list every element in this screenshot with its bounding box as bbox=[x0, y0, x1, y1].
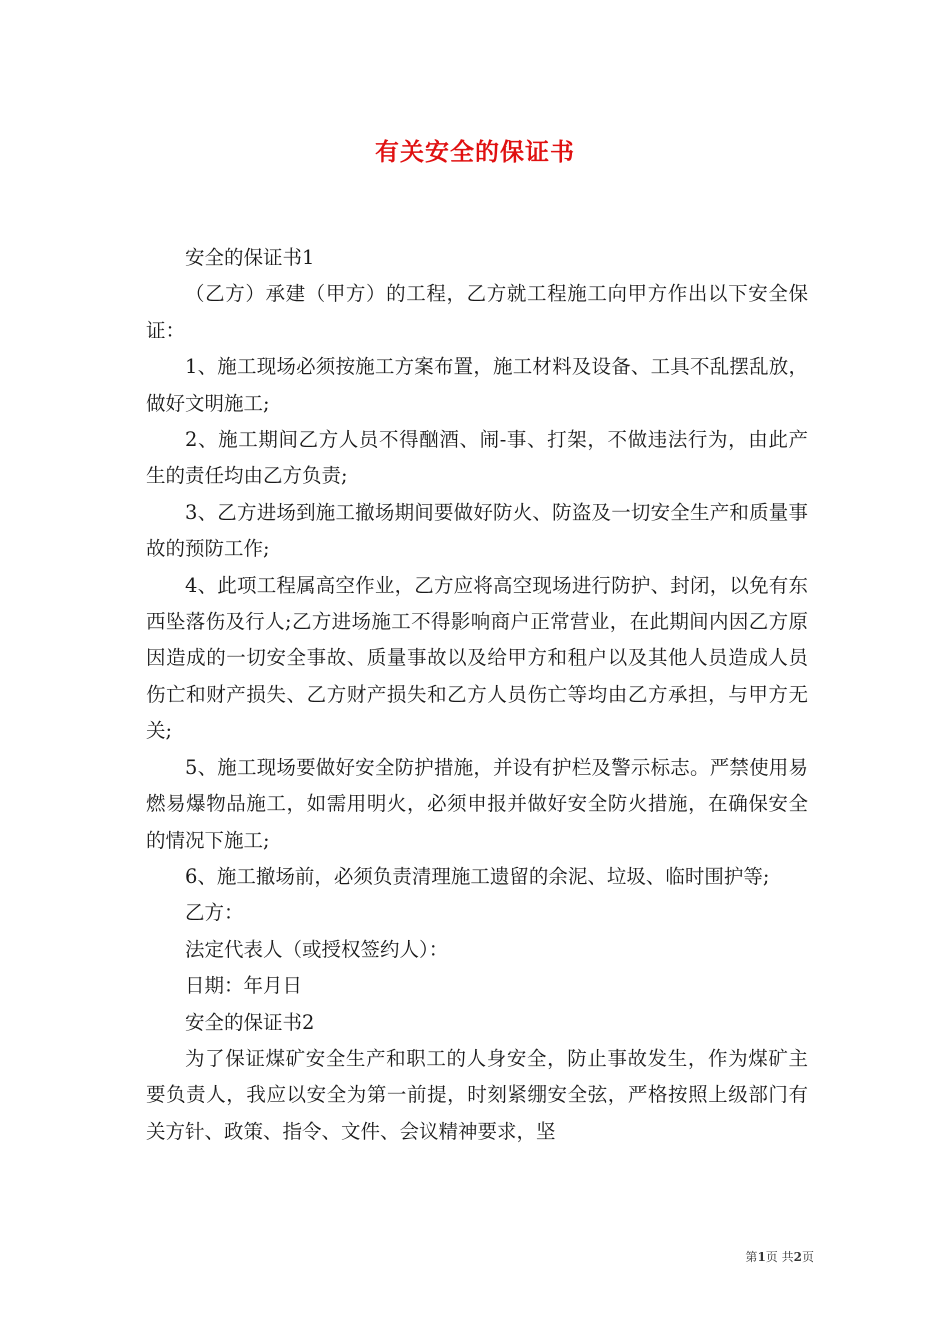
paragraph-clause-2: 2、施工期间乙方人员不得酗酒、闹-事、打架，不做违法行为，由此产生的责任均由乙方负责; bbox=[146, 428, 808, 488]
footer-middle: 页 共 bbox=[765, 1250, 794, 1264]
signature-legal-rep: 法定代表人（或授权签约人）： bbox=[185, 937, 449, 961]
paragraph-clause-5: 5、施工现场要做好安全防护措施，并设有护栏及警示标志。严禁使用易燃易爆物品施工，如需用明火，必须申报并做好安全防火措施，在确保安全的情况下施工; bbox=[146, 755, 808, 852]
document-title: 有关安全的保证书 bbox=[375, 137, 575, 166]
footer-page-number: 1 bbox=[757, 1250, 766, 1264]
footer-suffix: 页 bbox=[801, 1250, 814, 1264]
paragraph-clause-6: 6、施工撤场前，必须负责清理施工遗留的余泥、垃圾、临时围护等; bbox=[185, 864, 770, 888]
footer-prefix: 第 bbox=[745, 1250, 758, 1264]
section-heading-1: 安全的保证书1 bbox=[185, 246, 315, 269]
document-body bbox=[146, 240, 808, 1150]
paragraph-intro: （乙方）承建（甲方）的工程，乙方就工程施工向甲方作出以下安全保证： bbox=[146, 282, 808, 342]
signature-date: 日期：年月日 bbox=[185, 974, 303, 998]
paragraph-section-2: 为了保证煤矿安全生产和职工的人身安全，防止事故发生，作为煤矿主要负责人，我应以安全为第一前提，时刻紧绷安全弦，严格按照上级部门有关方针、政策、指令、文件、会议精神要求，坚 bbox=[146, 1046, 808, 1143]
paragraph-clause-4: 4、此项工程属高空作业，乙方应将高空现场进行防护、封闭，以免有东西坠落伤及行人;乙方进场施工不得影响商户正常营业，在此期间内因乙方原因造成的一切安全事故、质量事故以及给甲方和租户以及其他人员造成人员伤亡和财产损失、乙方财产损失和乙方人员伤亡等均由乙方承担，与甲方无关; bbox=[146, 573, 808, 743]
signature-party-b: 乙方： bbox=[185, 901, 244, 925]
footer-total-pages: 2 bbox=[793, 1250, 802, 1264]
paragraph-clause-3: 3、乙方进场到施工撤场期间要做好防火、防盗及一切安全生产和质量事故的预防工作; bbox=[146, 500, 808, 561]
paragraph-clause-1: 1、施工现场必须按施工方案布置，施工材料及设备、工具不乱摆乱放，做好文明施工; bbox=[146, 355, 808, 415]
page-footer bbox=[704, 1248, 814, 1265]
section-heading-2: 安全的保证书2 bbox=[185, 1010, 315, 1034]
